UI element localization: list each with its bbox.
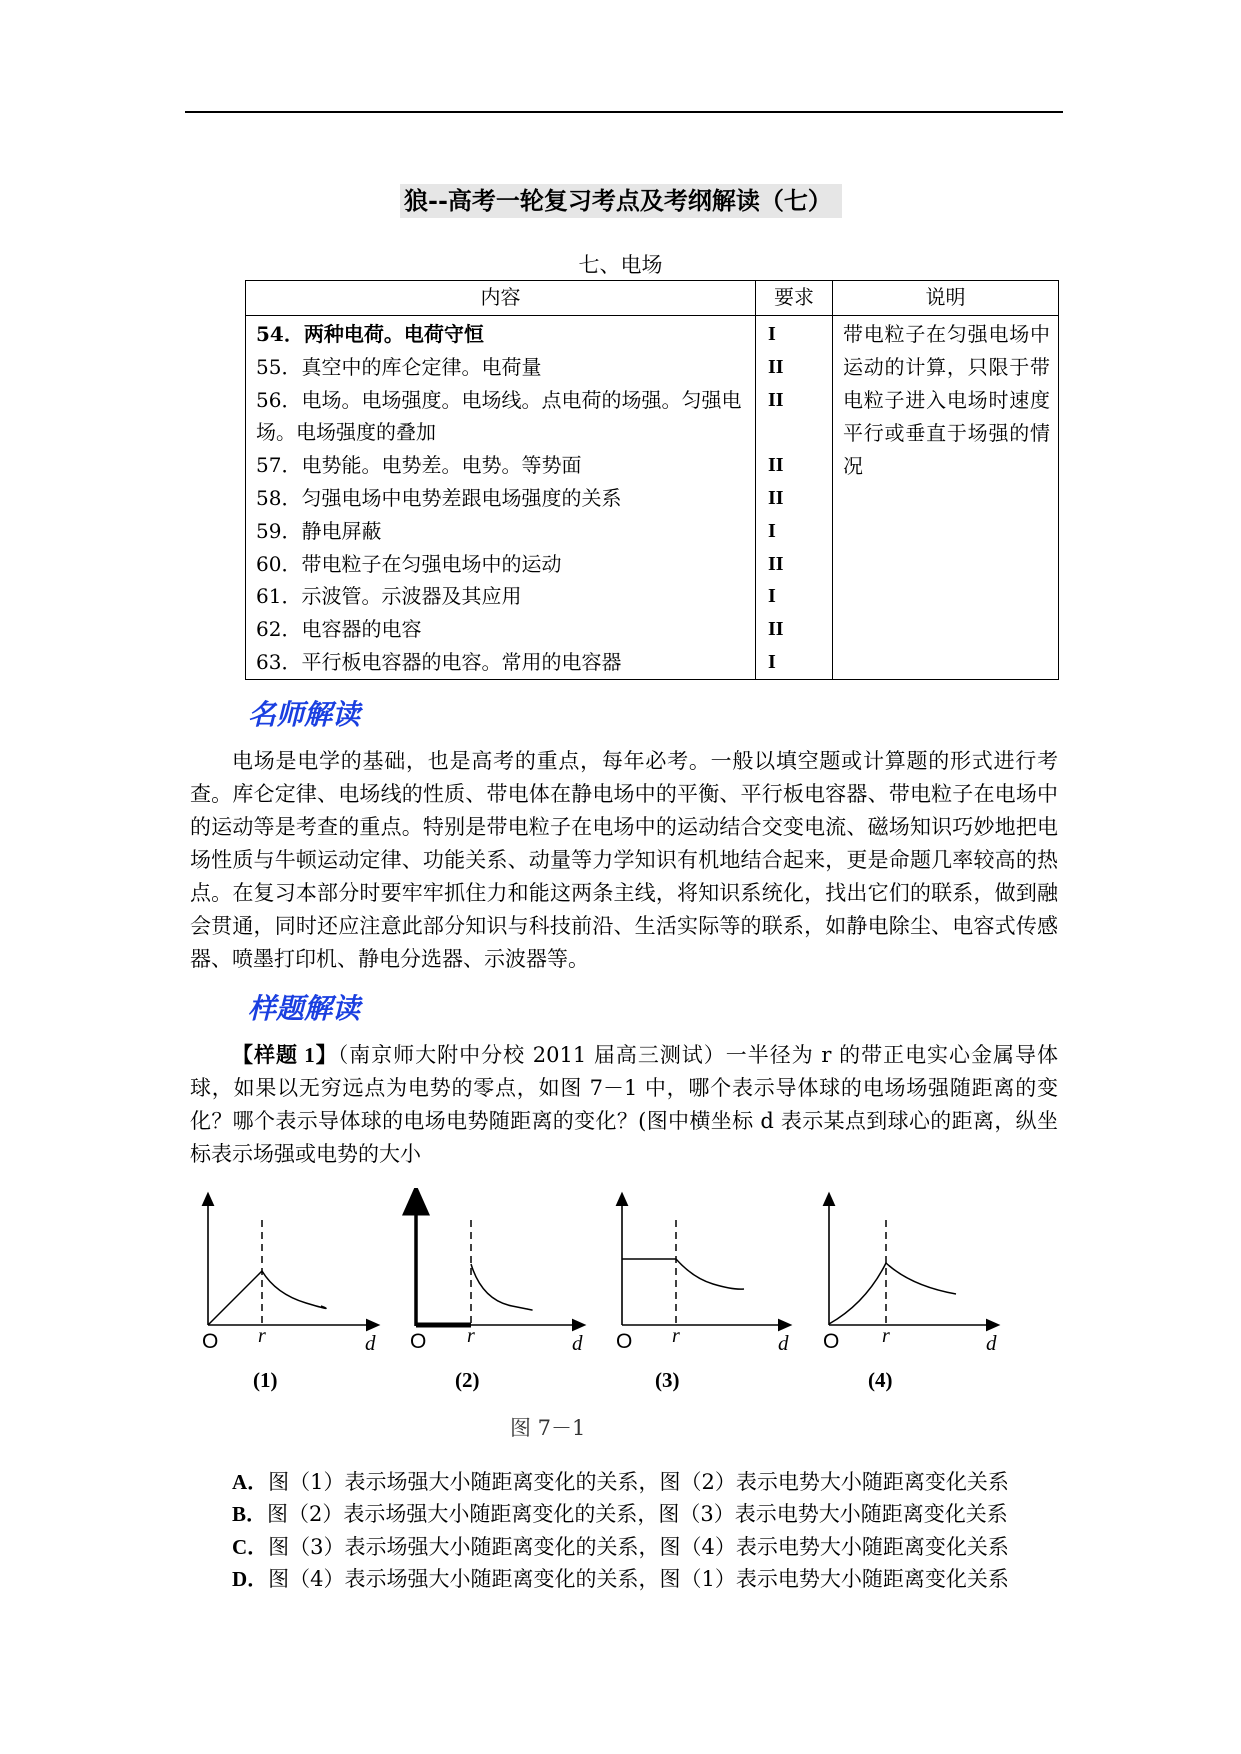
table-header-row [246, 281, 1059, 316]
d-axis-label: d [365, 1331, 376, 1355]
header-requirement: 要求 [756, 281, 833, 316]
requirement-level: II [768, 618, 784, 641]
option-a [232, 1466, 1009, 1496]
sample-text: （南京师大附中分校 2011 届高三测试）一半径为 r 的带正电实心金属导体球，如果以无穷远点为电势的零点，如图 7－1 中，哪个表示导体球的电场场强随距离的变化？哪个表示导体球的电场电势随距离的变化？(图中横坐标 d 表示某点到球心的距离，纵坐标表示场强或电势的大小 [190, 1043, 1058, 1166]
option-d [232, 1563, 1009, 1593]
expert-paragraph: 电场是电学的基础，也是高考的重点，每年必考。一般以填空题或计算题的形式进行考查。库仑定律、电场线的性质、带电体在静电场中的平衡、平行板电容器、带电粒子在电场中的运动等是考查的重点。特别是带电粒子在电场中的运动结合交变电流、磁场知识巧妙地把电场性质与牛顿运动定律、功能关系、动量等力学知识有机地结合起来，更是命题几率较高的热点。在复习本部分时要牢牢抓住力和能这两条主线，将知识系统化，找出它们的联系，做到融会贯通，同时还应注意此部分知识与科技前沿、生活实际等的联系，如静电除尘、电容式传感器、喷墨打印机、静电分选器、示波器等。 [190, 749, 1058, 971]
requirement-level: I [768, 323, 776, 345]
table-item: 60．带电粒子在匀强电场中的运动 [256, 551, 562, 576]
syllabus-table [245, 280, 1059, 680]
requirement-level: I [768, 585, 776, 608]
table-item: 54．两种电荷。电荷守恒 [256, 322, 484, 346]
option-letter: D． [232, 1567, 269, 1591]
graph-2-label: (2) [455, 1368, 480, 1392]
table-row [246, 316, 1059, 680]
section-title: 七、电场 [578, 253, 663, 277]
radius-label: r [672, 1325, 680, 1347]
radius-label: r [882, 1325, 890, 1347]
sample-label: 【样题 1】 [232, 1043, 338, 1067]
radius-label: r [258, 1325, 266, 1347]
figure-caption: 图 7－1 [510, 1416, 586, 1440]
document-title: 狼--高考一轮复习考点及考纲解读（七） [400, 184, 842, 218]
graph-curve [622, 1259, 744, 1289]
content-column [246, 316, 756, 680]
graph-curve [829, 1263, 956, 1324]
graph-3-label: (3) [655, 1368, 680, 1392]
header-rule [185, 111, 1063, 113]
option-letter: B． [232, 1502, 268, 1526]
graph-curve [208, 1271, 326, 1325]
requirement-level: I [768, 650, 776, 673]
option-text: 图（2）表示场强大小随距离变化的关系，图（3）表示电势大小随距离变化关系 [267, 1502, 1008, 1526]
radius-label: r [467, 1325, 475, 1347]
graph-3 [608, 1188, 798, 1358]
table-item: 59．静电屏蔽 [256, 518, 382, 543]
option-letter: C． [232, 1535, 269, 1559]
header-content: 内容 [246, 281, 756, 316]
graph-4 [816, 1188, 1006, 1358]
option-c [232, 1531, 1009, 1561]
requirement-level: II [768, 388, 784, 411]
d-axis-label: d [778, 1331, 789, 1355]
graph-1-label: (1) [253, 1368, 278, 1392]
table-item: 56．电场。电场强度。电场线。点电荷的场强。匀强电场。电场强度的叠加 [256, 387, 742, 445]
table-item: 57．电势能。电势差。电势。等势面 [256, 453, 582, 478]
graph-2 [402, 1188, 592, 1358]
sample-question [190, 1039, 1058, 1171]
header-note: 说明 [833, 281, 1059, 316]
table-item: 61．示波管。示波器及其应用 [256, 584, 522, 609]
d-axis-label: d [572, 1331, 583, 1355]
requirement-level: II [768, 552, 784, 575]
note-column: 带电粒子在匀强电场中运动的计算，只限于带电粒子进入电场时速度平行或垂直于场强的情况 [833, 316, 1059, 680]
d-axis-label: d [986, 1331, 997, 1355]
option-b [232, 1498, 1008, 1528]
graph-4-label: (4) [868, 1368, 893, 1392]
table-item: 63．平行板电容器的电容。常用的电容器 [256, 649, 622, 674]
requirement-level: II [768, 454, 784, 477]
option-text: 图（1）表示场强大小随距离变化的关系，图（2）表示电势大小随距离变化关系 [268, 1470, 1009, 1494]
requirement-level: I [768, 519, 776, 542]
option-text: 图（3）表示场强大小随距离变化的关系，图（4）表示电势大小随距离变化关系 [268, 1535, 1009, 1559]
requirement-level: II [768, 486, 784, 509]
origin-label: O [616, 1330, 633, 1353]
origin-label: O [202, 1330, 219, 1353]
option-text: 图（4）表示场强大小随距离变化的关系，图（1）表示电势大小随距离变化关系 [268, 1567, 1009, 1591]
table-item: 55．真空中的库仑定律。电荷量 [256, 354, 542, 379]
table-item: 58．匀强电场中电势差跟电场强度的关系 [256, 485, 622, 510]
requirement-column [756, 316, 833, 680]
option-letter: A． [232, 1470, 269, 1494]
sample-heading: 样题解读 [248, 992, 361, 1025]
graph-1 [196, 1188, 386, 1358]
origin-label: O [410, 1330, 427, 1353]
table-item: 62．电容器的电容 [256, 617, 422, 642]
origin-label: O [823, 1330, 840, 1353]
graph-curve [471, 1264, 532, 1310]
expert-heading: 名师解读 [248, 698, 361, 731]
requirement-level: II [768, 355, 784, 378]
